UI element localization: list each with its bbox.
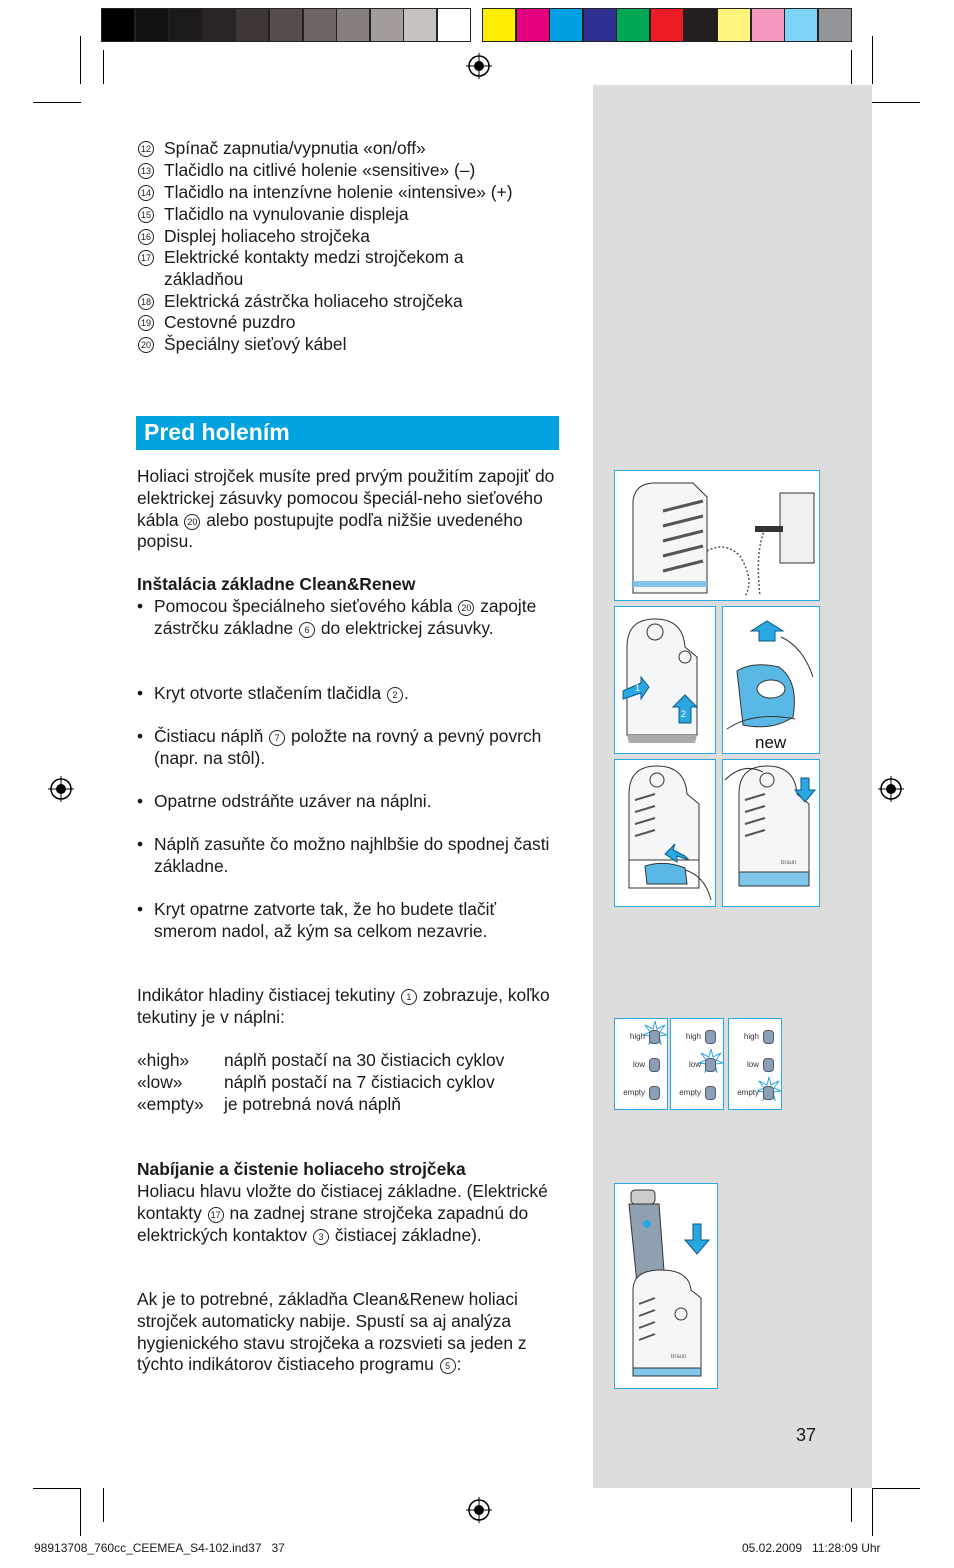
part-label: Tlačidlo na vynulovanie displeja bbox=[164, 204, 409, 224]
reference-number: 3 bbox=[313, 1229, 329, 1245]
illustration-close-cover bbox=[722, 759, 820, 907]
color-swatch bbox=[403, 8, 437, 42]
level-indicator-low: high low empty bbox=[670, 1018, 724, 1110]
reference-number: 6 bbox=[299, 622, 315, 638]
crop-mark bbox=[103, 1488, 104, 1522]
footer-timestamp: 05.02.2009 11:28:09 Uhr bbox=[742, 1541, 881, 1555]
step-2-label: 2 bbox=[681, 709, 687, 719]
crop-mark bbox=[851, 50, 852, 84]
reference-number: 17 bbox=[208, 1207, 224, 1223]
intro-paragraph: Holiaci strojček musíte pred prvým použitím zapojiť do elektrickej zásuvky pomocou špeciál-neho sieťového kábla 20 alebo postupujte podľa nižšie uvedeného popisu. bbox=[137, 466, 555, 552]
part-number: 19 bbox=[138, 315, 154, 331]
reference-number: 5 bbox=[440, 1358, 456, 1374]
part-label: Spínač zapnutia/vypnutia «on/off» bbox=[164, 138, 426, 158]
crop-mark bbox=[80, 36, 81, 84]
color-swatch bbox=[717, 8, 751, 42]
reference-number: 20 bbox=[184, 514, 200, 530]
color-swatch bbox=[437, 8, 471, 42]
install-title: Inštalácia základne Clean&Renew bbox=[137, 574, 416, 594]
crop-mark bbox=[80, 1488, 81, 1536]
color-swatch bbox=[616, 8, 650, 42]
level-indicator-empty: high low empty bbox=[728, 1018, 782, 1110]
part-label: Elektrická zástrčka holiaceho strojčeka bbox=[164, 291, 463, 311]
page-number: 37 bbox=[796, 1425, 817, 1445]
color-swatch bbox=[168, 8, 202, 42]
registration-mark-icon bbox=[48, 776, 74, 802]
part-label: Tlačidlo na citlivé holenie «sensitive» (–) bbox=[164, 160, 476, 180]
crop-mark bbox=[872, 1488, 873, 1536]
new-label: new bbox=[755, 733, 787, 752]
charging-title: Nabíjanie a čistenie holiaceho strojčeka bbox=[137, 1159, 466, 1179]
color-swatch bbox=[370, 8, 404, 42]
color-swatch bbox=[549, 8, 583, 42]
reference-number: 2 bbox=[387, 687, 403, 703]
color-swatch bbox=[751, 8, 785, 42]
color-swatch bbox=[684, 8, 718, 42]
charging-paragraph: Holiacu hlavu vložte do čistiacej základne. (Elektrické kontakty 17 na zadnej strane strojčeka zapadnú do elektrických kontaktov 3 čistiacej základne). bbox=[137, 1181, 548, 1245]
charging-paragraph-2: Ak je to potrebné, základňa Clean&Renew holiaci strojček automaticky nabije. Spustí sa aj analýza hygienického stavu strojčeka a rozsvieti sa jeden z týchto indikátorov čistiaceho programu 5 : bbox=[137, 1289, 527, 1375]
part-label: Tlačidlo na intenzívne holenie «intensive» (+) bbox=[164, 182, 513, 202]
illustration-open-cover bbox=[614, 606, 716, 754]
registration-mark-icon bbox=[878, 776, 904, 802]
color-swatch bbox=[650, 8, 684, 42]
crop-mark bbox=[33, 102, 81, 103]
part-number: 16 bbox=[138, 229, 154, 245]
brand-logo: braun bbox=[781, 860, 797, 866]
indicator-paragraph: Indikátor hladiny čistiacej tekutiny 1 zobrazuje, koľko tekutiny je v náplni: bbox=[137, 985, 550, 1027]
part-number: 12 bbox=[138, 141, 154, 157]
section-heading-bar bbox=[136, 416, 559, 450]
part-number: 17 bbox=[138, 250, 154, 266]
color-swatch bbox=[482, 8, 516, 42]
color-swatch bbox=[303, 8, 337, 42]
illustration-plug-in bbox=[614, 470, 820, 601]
illustration-new-cartridge bbox=[722, 606, 820, 754]
section-heading: Pred holením bbox=[144, 419, 290, 445]
illustration-shaver-in-base bbox=[614, 1183, 718, 1389]
crop-mark bbox=[872, 1488, 920, 1489]
illustration-insert-cartridge bbox=[614, 759, 716, 907]
part-label: Elektrické kontakty medzi strojčekom a základňou bbox=[164, 247, 464, 289]
part-number: 15 bbox=[138, 207, 154, 223]
color-swatch bbox=[583, 8, 617, 42]
color-swatch bbox=[784, 8, 818, 42]
part-number: 18 bbox=[138, 294, 154, 310]
color-swatch bbox=[235, 8, 269, 42]
reference-number: 1 bbox=[401, 989, 417, 1005]
part-label: Špeciálny sieťový kábel bbox=[164, 334, 347, 354]
part-number: 14 bbox=[138, 185, 154, 201]
color-swatch bbox=[202, 8, 236, 42]
color-swatch bbox=[818, 8, 852, 42]
brand-logo: braun bbox=[671, 1354, 687, 1360]
color-swatch bbox=[135, 8, 169, 42]
part-number: 20 bbox=[138, 337, 154, 353]
registration-mark-icon bbox=[466, 53, 492, 79]
color-swatch bbox=[516, 8, 550, 42]
reference-number: 20 bbox=[458, 600, 474, 616]
color-swatch bbox=[336, 8, 370, 42]
reference-number: 7 bbox=[269, 730, 285, 746]
color-swatch bbox=[101, 8, 135, 42]
crop-mark bbox=[103, 50, 104, 84]
part-number: 13 bbox=[138, 163, 154, 179]
footer-file-info: 98913708_760cc_CEEMEA_S4-102.ind37 37 bbox=[34, 1541, 285, 1555]
crop-mark bbox=[872, 102, 920, 103]
crop-mark bbox=[851, 1488, 852, 1522]
level-indicator-high: high low empty bbox=[614, 1018, 668, 1110]
step-1-label: 1 bbox=[635, 683, 641, 693]
part-label: Cestovné puzdro bbox=[164, 312, 296, 332]
part-label: Displej holiaceho strojčeka bbox=[164, 226, 370, 246]
color-swatch bbox=[269, 8, 303, 42]
registration-mark-icon bbox=[466, 1497, 492, 1523]
crop-mark bbox=[33, 1488, 81, 1489]
crop-mark bbox=[872, 36, 873, 84]
